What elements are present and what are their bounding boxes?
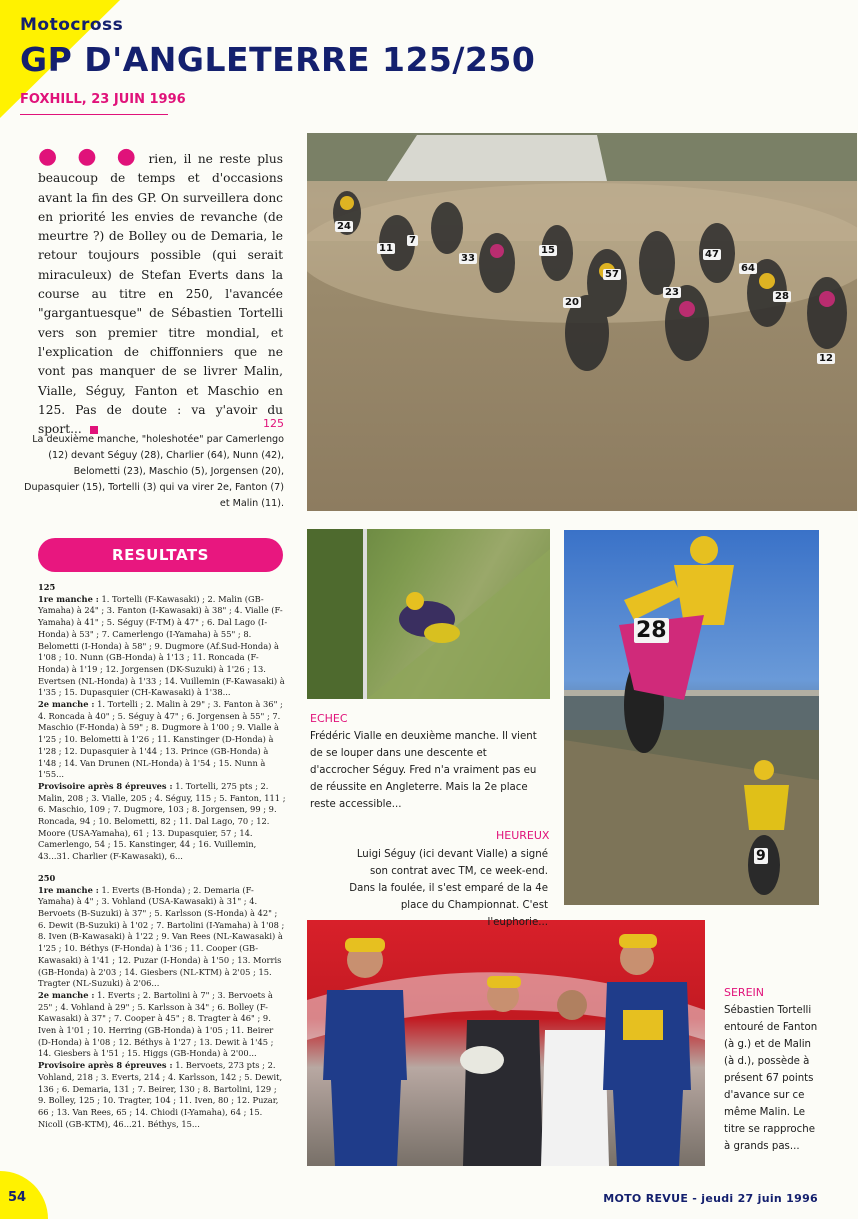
start-number-plate: 15 [541, 245, 555, 256]
start-number-plate: 28 [775, 291, 789, 302]
bullet-dots-icon: ● ● ● [38, 144, 143, 169]
results-125-standings: Provisoire après 8 épreuves : 1. Tortelli, 275 pts ; 2. Malin, 208 ; 3. Vialle, 205 ; 4. Séguy, 115 ; 5. Fanton, 111 ; 6. Maschio, 109 ; 7. Dugmore, 103 ; 8. Jorgensen, 99 ; 9. Roncada, 94 ; 10. Belometti, 82 ; 11. Dal Lago, 70 ; 12. Moore (USA-Yamaha), 61 ; 13. Dupasquier, 57 ; 14. Camerlengo, 54 ; 15. Kanstinger, 44 ; 16. Vuillemin, 43...31. Charlier (F-Kawasaki), 6... [38, 780, 286, 862]
photo-podium [307, 920, 705, 1166]
caption-echec-head: ECHEC [310, 712, 348, 725]
results-list [38, 582, 286, 1130]
race-note-text: La deuxième manche, "holeshotée" par Camerlengo (12) devant Séguy (28), Charlier (64), Nunn (42), Belometti (23), Maschio (5), Jorgensen (20), Dupasquier (15), Tortelli (3) qui va virer 2e, Fanton (7) et Malin (11). [24, 434, 284, 509]
results-category-250: 250 [38, 872, 56, 883]
photo-race-start [307, 133, 857, 511]
results-heading: RESULTATS [38, 538, 283, 572]
caption-echec-text: Frédéric Vialle en deuxième manche. Il vient de se louper dans une descente et d'accrocher Séguy. Fred n'a vraiment pas eu de réussite en Angleterre. Mais la 2e place reste accessible... [310, 731, 537, 810]
section-label: Motocross [20, 15, 124, 35]
results-category-125: 125 [38, 582, 56, 592]
results-125-m1: 1re manche : 1. Tortelli (F-Kawasaki) ; 2. Malin (GB-Yamaha) à 24" ; 3. Fanton (I-Kawasaki) à 38" ; 4. Vialle (F-Yamaha) à 41" ; 5. Séguy (F-TM) à 47" ; 6. Dal Lago (I-Honda) à 53" ; 7. Camerlengo (I-Yamaha) à 55" ; 8. Belometti (I-Honda) à 58" ; 9. Dugmore (Af.Sud-Honda) à 1'08 ; 10. Nunn (GB-Honda) à 1'13 ; 11. Roncada (F-Honda) à 1'19 ; 12. Jorgensen (DK-Suzuki) à 1'26 ; 13. Evertsen (NL-Honda) à 1'33 ; 14. Vuillemin (F-Kawasaki) à 1'35 ; 15. Dupasquier (CH-Kawasaki) à 1'38... [38, 593, 285, 698]
start-number-plate: 12 [819, 353, 833, 364]
jump-number-plate-2: 9 [756, 848, 766, 864]
caption-serein-head: SEREIN [724, 986, 764, 999]
start-number-plate: 47 [705, 249, 719, 260]
photo-crash [307, 529, 550, 699]
page-number: 54 [8, 1190, 27, 1205]
jump-number-plate: 28 [636, 618, 667, 643]
start-number-plate: 33 [461, 253, 475, 264]
caption-heureux-head: HEUREUX [496, 829, 550, 842]
crash-illustration [307, 529, 550, 699]
caption-serein-text: Sébastien Tortelli entouré de Fanton (à g.) et de Malin (à d.), possède à présent 67 points d'avance sur ce même Malin. Le titre se rapproche à grands pas... [724, 1005, 818, 1152]
start-number-plate: 20 [565, 297, 579, 308]
intro-paragraph [38, 144, 283, 439]
photo-jump [564, 530, 819, 905]
intro-text: rien, il ne reste plus beaucoup de temps et d'occasions avant la fin des GP. On surveillera donc en priorité les envies de revanche (de meurtre ?) de Bolley ou de Demaria, le retour toujours possible (qui serait miraculeux) de Stefan Everts dans la course au titre en 250, l'avancée "gargantuesque" de Sébastien Tortelli vers son premier titre mondial, et l'explication de chiffonniers que ne vont pas manquer de se livrer Malin, Vialle, Séguy, Fanton et Maschio en 125. Pas de doute : va y'avoir du sport... [38, 152, 283, 437]
results-250-m1: 1re manche : 1. Everts (B-Honda) ; 2. Demaria (F-Yamaha) à 4" ; 3. Vohland (USA-Kawasaki) à 31" ; 4. Bervoets (B-Suzuki) à 37" ; 5. Karlsson (S-Honda) à 42" ; 6. Dewit (B-Suzuki) à 1'02 ; 7. Bartolini (I-Yamaha) à 1'08 ; 8. Iven (B-Kawasaki) à 1'22 ; 9. Van Rees (NL-Kawasaki) à 1'25 ; 10. Béthys (F-Honda) à 1'36 ; 11. Cooper (GB-Kawasaki) à 1'41 ; 12. Puzar (I-Honda) à 1'50 ; 13. Morris (GB-Honda) à 2'03 ; 14. Giesbers (NL-KTM) à 2'05 ; 15. Tragter (NL-Suzuki) à 2'06... [38, 884, 285, 989]
start-number-plate: 11 [379, 243, 393, 254]
caption-heureux-text: Luigi Séguy (ici devant Vialle) a signé son contrat avec TM, ce week-end. Dans la foulée, il s'est emparé de la 4e place du Championnat. C'est l'euphorie... [349, 849, 548, 928]
podium-illustration [307, 920, 705, 1166]
start-number-plate: 23 [665, 287, 679, 298]
start-number-plate: 24 [337, 221, 351, 232]
dateline: FOXHILL, 23 JUIN 1996 [20, 92, 186, 107]
race-start-illustration [307, 133, 857, 511]
results-250-m2: 2e manche : 1. Everts ; 2. Bartolini à 7" ; 3. Bervoets à 25" ; 4. Vohland à 29" ; 5. Karlsson à 34" ; 6. Bolley (F-Kawasaki) à 37" ; 7. Cooper à 45" ; 8. Tragter à 46" ; 9. Iven à 1'01 ; 10. Herring (GB-Honda) à 1'05 ; 11. Beirer (D-Honda) à 1'08 ; 12. Béthys à 1'27 ; 13. Dewit à 1'45 ; 14. Giesbers à 1'51 ; 15. Higgs (GB-Honda) à 2'00... [38, 989, 274, 1059]
race-note-tag: 125 [263, 417, 284, 430]
results-250-standings: Provisoire après 8 épreuves : 1. Bervoets, 273 pts ; 2. Vohland, 218 ; 3. Everts, 214 ; 4. Karlsson, 142 ; 5. Dewit, 136 ; 6. Demaria, 131 ; 7. Beirer, 130 ; 8. Bartolini, 129 ; 9. Bolley, 125 ; 10. Tragter, 104 ; 11. Iven, 80 ; 12. Puzar, 66 ; 13. Van Rees, 65 ; 14. Chiodi (I-Yamaha), 64 ; 15. Nicoll (GB-KTM), 46...21. Béthys, 15... [38, 1060, 283, 1129]
start-number-plate: 64 [741, 263, 755, 274]
results-125-m2: 2e manche : 1. Tortelli ; 2. Malin à 29" ; 3. Fanton à 36" ; 4. Roncada à 40" ; 5. Séguy à 47" ; 6. Jorgensen à 55" ; 7. Maschio (F-Honda) à 59" ; 8. Dugmore à 1'00 ; 9. Vialle à 1'25 ; 10. Belometti à 1'26 ; 11. Kanstinger (D-Honda) à 1'28 ; 12. Dupasquier à 1'44 ; 13. Prince (GB-Honda) à 1'48 ; 14. Van Drunen (NL-Honda) à 1'54 ; 15. Nunn à 1'55... [38, 699, 283, 780]
start-number-plate: 7 [409, 235, 416, 246]
page-title: GP D'ANGLETERRE 125/250 [20, 40, 536, 79]
footer-magazine: MOTO REVUE - jeudi 27 juin 1996 [603, 1192, 818, 1205]
start-number-plate: 57 [605, 269, 619, 280]
race-note [24, 416, 284, 512]
jump-illustration [564, 530, 819, 905]
dateline-rule [20, 114, 168, 115]
